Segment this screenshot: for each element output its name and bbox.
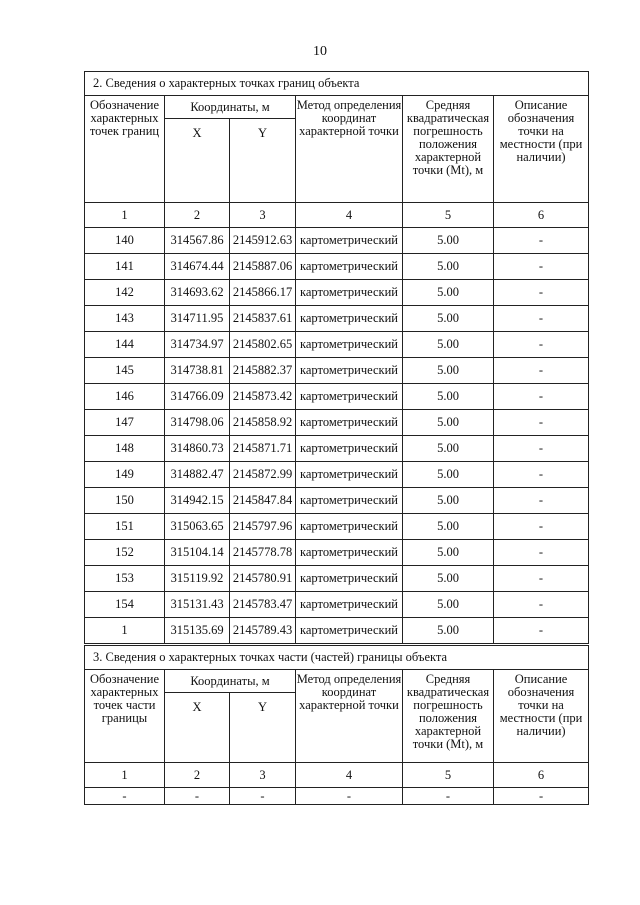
method-cell: картометрический xyxy=(296,514,403,540)
table-row xyxy=(85,618,589,644)
x-coordinate-cell: 314860.73 xyxy=(165,436,230,462)
point-id-cell: 151 xyxy=(85,514,165,540)
y-coordinate-cell: 2145882.37 xyxy=(230,358,296,384)
header-coordinates: Координаты, м xyxy=(165,96,296,119)
section-title: 2. Сведения о характерных точках границ объекта xyxy=(85,72,589,96)
description-cell: - xyxy=(494,514,589,540)
x-coordinate-cell: 315131.43 xyxy=(165,592,230,618)
method-cell: картометрический xyxy=(296,462,403,488)
header-x: X xyxy=(165,119,230,203)
x-coordinate-cell: 314766.09 xyxy=(165,384,230,410)
x-coordinate-cell: 315063.65 xyxy=(165,514,230,540)
accuracy-cell: 5.00 xyxy=(403,358,494,384)
point-id-cell: 141 xyxy=(85,254,165,280)
table-row xyxy=(85,592,589,618)
header-description: Описание обозначения точки на местности (при наличии) xyxy=(494,96,589,203)
column-number: 2 xyxy=(165,763,230,788)
description-cell: - xyxy=(494,788,589,805)
y-coordinate-cell: 2145912.63 xyxy=(230,228,296,254)
y-coordinate-cell: 2145847.84 xyxy=(230,488,296,514)
column-number: 4 xyxy=(296,203,403,228)
accuracy-cell: 5.00 xyxy=(403,462,494,488)
accuracy-cell: 5.00 xyxy=(403,566,494,592)
description-cell: - xyxy=(494,332,589,358)
x-coordinate-cell: 315104.14 xyxy=(165,540,230,566)
description-cell: - xyxy=(494,436,589,462)
point-id-cell: 140 xyxy=(85,228,165,254)
accuracy-cell: - xyxy=(403,788,494,805)
y-coordinate-cell: 2145778.78 xyxy=(230,540,296,566)
table-row xyxy=(85,788,589,805)
description-cell: - xyxy=(494,462,589,488)
accuracy-cell: 5.00 xyxy=(403,540,494,566)
method-cell: картометрический xyxy=(296,254,403,280)
y-coordinate-cell: 2145780.91 xyxy=(230,566,296,592)
y-coordinate-cell: 2145789.43 xyxy=(230,618,296,644)
header-coordinates: Координаты, м xyxy=(165,670,296,693)
page-number: 10 xyxy=(313,44,327,59)
x-coordinate-cell: - xyxy=(165,788,230,805)
method-cell: картометрический xyxy=(296,306,403,332)
y-coordinate-cell: 2145873.42 xyxy=(230,384,296,410)
point-id-cell: 147 xyxy=(85,410,165,436)
description-cell: - xyxy=(494,566,589,592)
description-cell: - xyxy=(494,254,589,280)
method-cell: картометрический xyxy=(296,618,403,644)
column-number: 5 xyxy=(403,763,494,788)
column-number: 6 xyxy=(494,203,589,228)
section-title: 3. Сведения о характерных точках части (частей) границы объекта xyxy=(85,646,589,670)
y-coordinate-cell: - xyxy=(230,788,296,805)
x-coordinate-cell: 314798.06 xyxy=(165,410,230,436)
description-cell: - xyxy=(494,280,589,306)
y-coordinate-cell: 2145783.47 xyxy=(230,592,296,618)
y-coordinate-cell: 2145797.96 xyxy=(230,514,296,540)
table-row xyxy=(85,566,589,592)
accuracy-cell: 5.00 xyxy=(403,592,494,618)
point-id-cell: 146 xyxy=(85,384,165,410)
x-coordinate-cell: 314567.86 xyxy=(165,228,230,254)
x-coordinate-cell: 314738.81 xyxy=(165,358,230,384)
column-number: 2 xyxy=(165,203,230,228)
column-number: 3 xyxy=(230,763,296,788)
accuracy-cell: 5.00 xyxy=(403,514,494,540)
point-id-cell: - xyxy=(85,788,165,805)
table-row xyxy=(85,462,589,488)
header-accuracy: Средняя квадратическая погрешность положения характерной точки (Mt), м xyxy=(403,96,494,203)
table-row xyxy=(85,358,589,384)
description-cell: - xyxy=(494,358,589,384)
x-coordinate-cell: 314882.47 xyxy=(165,462,230,488)
method-cell: картометрический xyxy=(296,280,403,306)
accuracy-cell: 5.00 xyxy=(403,436,494,462)
point-id-cell: 154 xyxy=(85,592,165,618)
header-designation: Обозначение характерных точек границ xyxy=(85,96,165,203)
point-id-cell: 153 xyxy=(85,566,165,592)
header-accuracy: Средняя квадратическая погрешность положения характерной точки (Mt), м xyxy=(403,670,494,763)
method-cell: картометрический xyxy=(296,436,403,462)
table-row xyxy=(85,436,589,462)
boundary-points-table xyxy=(84,71,589,644)
point-id-cell: 143 xyxy=(85,306,165,332)
point-id-cell: 150 xyxy=(85,488,165,514)
y-coordinate-cell: 2145887.06 xyxy=(230,254,296,280)
description-cell: - xyxy=(494,592,589,618)
column-number: 1 xyxy=(85,203,165,228)
point-id-cell: 148 xyxy=(85,436,165,462)
x-coordinate-cell: 315135.69 xyxy=(165,618,230,644)
point-id-cell: 142 xyxy=(85,280,165,306)
table-row xyxy=(85,280,589,306)
method-cell: картометрический xyxy=(296,228,403,254)
method-cell: картометрический xyxy=(296,332,403,358)
accuracy-cell: 5.00 xyxy=(403,306,494,332)
header-x: X xyxy=(165,693,230,763)
table-row xyxy=(85,306,589,332)
x-coordinate-cell: 314674.44 xyxy=(165,254,230,280)
column-number: 1 xyxy=(85,763,165,788)
description-cell: - xyxy=(494,410,589,436)
header-y: Y xyxy=(230,693,296,763)
point-id-cell: 144 xyxy=(85,332,165,358)
method-cell: картометрический xyxy=(296,540,403,566)
method-cell: картометрический xyxy=(296,410,403,436)
table-row xyxy=(85,332,589,358)
table-row xyxy=(85,254,589,280)
description-cell: - xyxy=(494,384,589,410)
x-coordinate-cell: 314693.62 xyxy=(165,280,230,306)
description-cell: - xyxy=(494,618,589,644)
point-id-cell: 149 xyxy=(85,462,165,488)
x-coordinate-cell: 314734.97 xyxy=(165,332,230,358)
table-row xyxy=(85,410,589,436)
accuracy-cell: 5.00 xyxy=(403,332,494,358)
description-cell: - xyxy=(494,306,589,332)
y-coordinate-cell: 2145837.61 xyxy=(230,306,296,332)
column-number: 4 xyxy=(296,763,403,788)
header-method: Метод определения координат характерной точки xyxy=(296,96,403,203)
accuracy-cell: 5.00 xyxy=(403,254,494,280)
y-coordinate-cell: 2145872.99 xyxy=(230,462,296,488)
method-cell: - xyxy=(296,788,403,805)
table-row xyxy=(85,488,589,514)
header-method: Метод определения координат характерной точки xyxy=(296,670,403,763)
y-coordinate-cell: 2145871.71 xyxy=(230,436,296,462)
column-number: 6 xyxy=(494,763,589,788)
table-row xyxy=(85,514,589,540)
part-boundary-points-table xyxy=(84,645,589,805)
accuracy-cell: 5.00 xyxy=(403,280,494,306)
method-cell: картометрический xyxy=(296,384,403,410)
point-id-cell: 1 xyxy=(85,618,165,644)
method-cell: картометрический xyxy=(296,488,403,514)
column-number: 5 xyxy=(403,203,494,228)
accuracy-cell: 5.00 xyxy=(403,384,494,410)
y-coordinate-cell: 2145858.92 xyxy=(230,410,296,436)
accuracy-cell: 5.00 xyxy=(403,488,494,514)
table-row xyxy=(85,228,589,254)
method-cell: картометрический xyxy=(296,592,403,618)
header-y: Y xyxy=(230,119,296,203)
table-row xyxy=(85,384,589,410)
column-number: 3 xyxy=(230,203,296,228)
header-designation: Обозначение характерных точек части границы xyxy=(85,670,165,763)
method-cell: картометрический xyxy=(296,358,403,384)
method-cell: картометрический xyxy=(296,566,403,592)
description-cell: - xyxy=(494,488,589,514)
y-coordinate-cell: 2145866.17 xyxy=(230,280,296,306)
table-row xyxy=(85,540,589,566)
description-cell: - xyxy=(494,228,589,254)
x-coordinate-cell: 314942.15 xyxy=(165,488,230,514)
accuracy-cell: 5.00 xyxy=(403,618,494,644)
point-id-cell: 152 xyxy=(85,540,165,566)
header-description: Описание обозначения точки на местности (при наличии) xyxy=(494,670,589,763)
y-coordinate-cell: 2145802.65 xyxy=(230,332,296,358)
accuracy-cell: 5.00 xyxy=(403,410,494,436)
accuracy-cell: 5.00 xyxy=(403,228,494,254)
point-id-cell: 145 xyxy=(85,358,165,384)
description-cell: - xyxy=(494,540,589,566)
x-coordinate-cell: 314711.95 xyxy=(165,306,230,332)
x-coordinate-cell: 315119.92 xyxy=(165,566,230,592)
